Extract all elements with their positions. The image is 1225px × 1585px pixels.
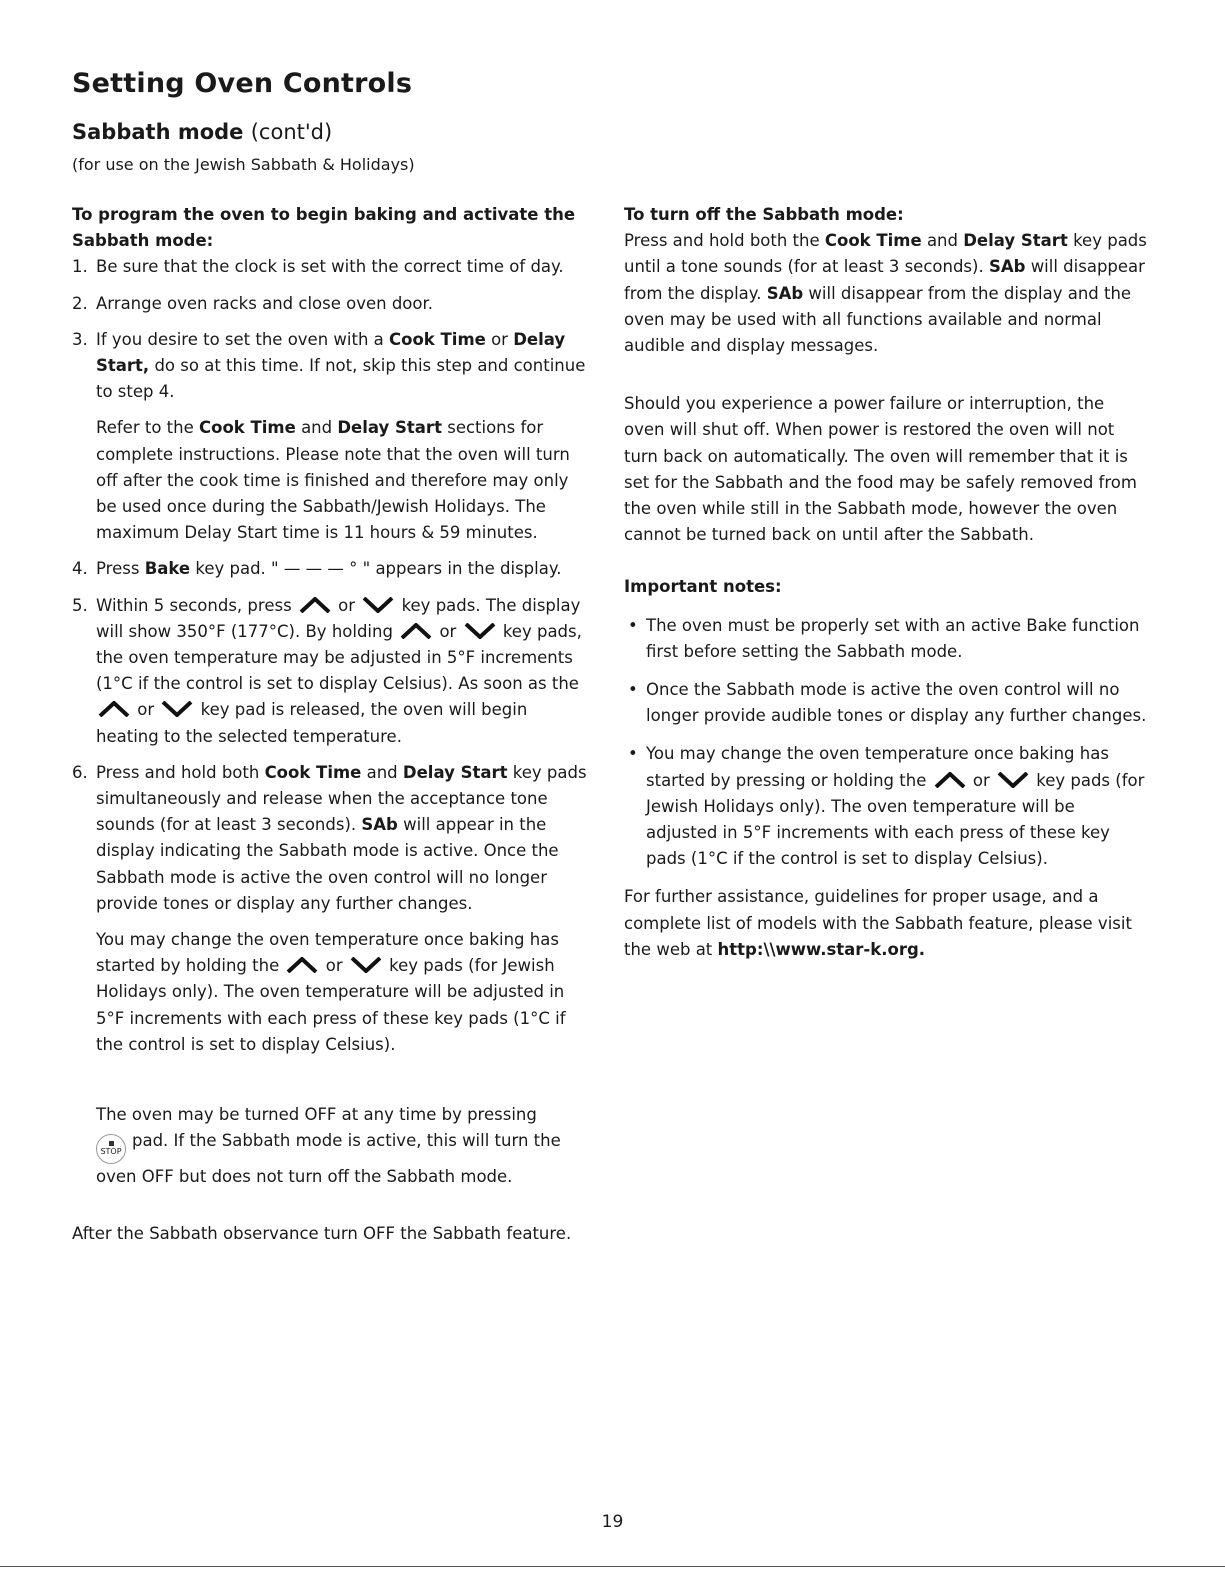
cook-time-term: Cook Time (264, 762, 362, 782)
para-text: Press and hold both the (624, 231, 820, 251)
delay-start-term: Delay Start (402, 762, 508, 782)
up-arrow-icon (400, 623, 432, 639)
bake-term: Bake (144, 559, 191, 579)
delay-start-term: Delay Start (337, 418, 442, 438)
para-text: and (301, 418, 333, 438)
sab-term: SAb (988, 257, 1026, 277)
important-notes-heading: Important notes: (624, 577, 782, 597)
step-6 (72, 760, 592, 917)
para-text: and (926, 231, 958, 251)
section-cont: (cont'd) (250, 120, 333, 144)
note-text: or (972, 770, 990, 790)
delay-start-term: Delay Start, (96, 329, 566, 376)
para-text: You may change the oven temperature once baking has started by holding the (96, 930, 559, 976)
up-arrow-icon (286, 957, 318, 973)
page-title: Setting Oven Controls (72, 68, 413, 99)
para-text: The oven may be turned OFF at any time by pressing (96, 1105, 537, 1125)
page-number: 19 (601, 1512, 624, 1532)
turnoff-paragraph (624, 228, 1149, 359)
section-heading (72, 120, 332, 144)
para-text: key pads until a tone sounds (for at least 3 seconds). (624, 231, 1147, 277)
after-sabbath-paragraph: After the Sabbath observance turn OFF the Sabbath feature. (72, 1223, 572, 1243)
right-column (624, 202, 1149, 963)
bullet: • (628, 615, 638, 635)
sab-term: SAb (766, 283, 804, 303)
step-text: or (439, 621, 457, 641)
step-text: key pad is released, the oven will begin heating to the selected temperature. (96, 700, 528, 746)
step-number: 5. (72, 595, 88, 615)
section-subtitle: (for use on the Jewish Sabbath & Holidays) (72, 155, 415, 174)
note-text: key pads (for Jewish Holidays only). The oven temperature will be adjusted in 5°F increments with each press of these key pads (1°C if the control is set to display Celsius). (646, 770, 1145, 869)
note-text: Once the Sabbath mode is active the oven control will no longer provide audible tones or display any further changes. (646, 680, 1147, 726)
up-arrow-icon (98, 701, 130, 717)
left-column (72, 202, 592, 1247)
step-text: If you desire to set the oven with a (96, 329, 384, 349)
important-notes-list (624, 613, 1149, 873)
step-text: key pad. " — — — ° " appears in the display. (195, 559, 562, 579)
turn-off-paragraph (72, 1102, 592, 1190)
up-arrow-icon (934, 772, 966, 788)
cook-time-term: Cook Time (199, 418, 296, 438)
down-arrow-icon (997, 772, 1029, 788)
para-text: sections for complete instructions. Please note that the oven will turn off after the cook time is finished and therefore may only be used once during the Sabbath/Jewish Holidays. The maximum Delay Start time is 11 hours & 59 minutes. (96, 418, 570, 543)
step-text: Arrange oven racks and close oven door. (96, 293, 434, 313)
cook-time-term: Cook Time (389, 329, 486, 349)
step-text: key pads simultaneously and release when the acceptance tone sounds (for at least 3 seconds). (96, 762, 587, 835)
step-text: or (491, 329, 508, 349)
down-arrow-icon (161, 701, 193, 717)
down-arrow-icon (464, 623, 496, 639)
step-text: do so at this time. If not, skip this step and continue to step 4. (96, 356, 586, 402)
step-3 (72, 327, 592, 406)
step-text: Press (96, 559, 140, 579)
step-1 (72, 254, 592, 280)
further-assistance-paragraph (624, 884, 1149, 963)
step-number: 4. (72, 559, 88, 579)
section-name: Sabbath mode (72, 120, 244, 144)
step-text: Be sure that the clock is set with the correct time of day. (96, 257, 564, 277)
down-arrow-icon (362, 597, 394, 613)
stop-key-icon (96, 1134, 126, 1164)
step-text: Press and hold both (96, 762, 260, 782)
step-5 (72, 593, 592, 750)
step-text: key pads. The display will show 350°F (177°C). By holding (96, 595, 581, 641)
bullet: • (628, 680, 638, 700)
footer-rule (0, 1566, 1225, 1567)
program-steps-cont (72, 556, 592, 917)
step-text: key pads, the oven temperature may be adjusted in 5°F increments (1°C if the control is set to display Celsius). As soon as the (96, 621, 582, 694)
sab-term: SAb (361, 815, 398, 835)
para-text: pad. If the Sabbath mode is active, this will turn the oven OFF but does not turn off the Sabbath mode. (96, 1131, 561, 1187)
note-text: You may change the oven temperature once baking has started by pressing or holding the (646, 744, 1109, 790)
turnoff-heading: To turn off the Sabbath mode: (624, 205, 904, 224)
step-text: will appear in the display indicating the Sabbath mode is active. Once the Sabbath mode is active the oven control will no longer provide tones or display any further changes. (96, 815, 559, 913)
step-text: Within 5 seconds, press (96, 595, 292, 615)
program-heading: To program the oven to begin baking and activate the Sabbath mode: (72, 205, 576, 251)
delay-start-term: Delay Start (963, 231, 1068, 251)
step-text: and (366, 762, 398, 782)
para-text: key pads (for Jewish Holidays only). The oven temperature will be adjusted in 5°F increments with each press of these key pads (1°C if the control is set to display Celsius). (96, 956, 566, 1054)
stop-key-label: STOP (100, 1147, 122, 1157)
step-text: or (338, 595, 356, 615)
step-number: 1. (72, 257, 88, 277)
bullet: • (628, 744, 638, 764)
para-text: or (325, 956, 343, 976)
down-arrow-icon (350, 957, 382, 973)
para-text: For further assistance, guidelines for proper usage, and a complete list of models with the Sabbath feature, please visit the web at (624, 887, 1132, 959)
refer-paragraph (72, 415, 592, 546)
para-text: Refer to the (96, 418, 194, 438)
step-number: 3. (72, 329, 88, 349)
website-link[interactable]: http:\\www.star-k.org. (717, 939, 926, 959)
step-text: or (137, 700, 155, 720)
note-item (624, 677, 1149, 729)
step-number: 2. (72, 293, 88, 313)
para-text: will disappear from the display. (624, 257, 1145, 303)
cook-time-term: Cook Time (824, 231, 922, 251)
note-item (624, 741, 1149, 872)
step-number: 6. (72, 762, 88, 782)
change-temp-paragraph (72, 927, 592, 1058)
para-text: will disappear from the display and the oven may be used with all functions available and normal audible and display messages. (624, 283, 1132, 356)
note-item (624, 613, 1149, 665)
power-failure-paragraph: Should you experience a power failure or interruption, the oven will shut off. When power is restored the oven will not turn back on automatically. The oven will remember that it is set for the Sabbath and the food may be safely removed from the oven while still in the Sabbath mode, however the oven cannot be turned back on until after the Sabbath. (624, 394, 1137, 545)
note-text: The oven must be properly set with an active Bake function first before setting the Sabbath mode. (646, 615, 1140, 661)
up-arrow-icon (299, 597, 331, 613)
step-4 (72, 556, 592, 582)
program-steps (72, 254, 592, 405)
step-2 (72, 291, 592, 317)
